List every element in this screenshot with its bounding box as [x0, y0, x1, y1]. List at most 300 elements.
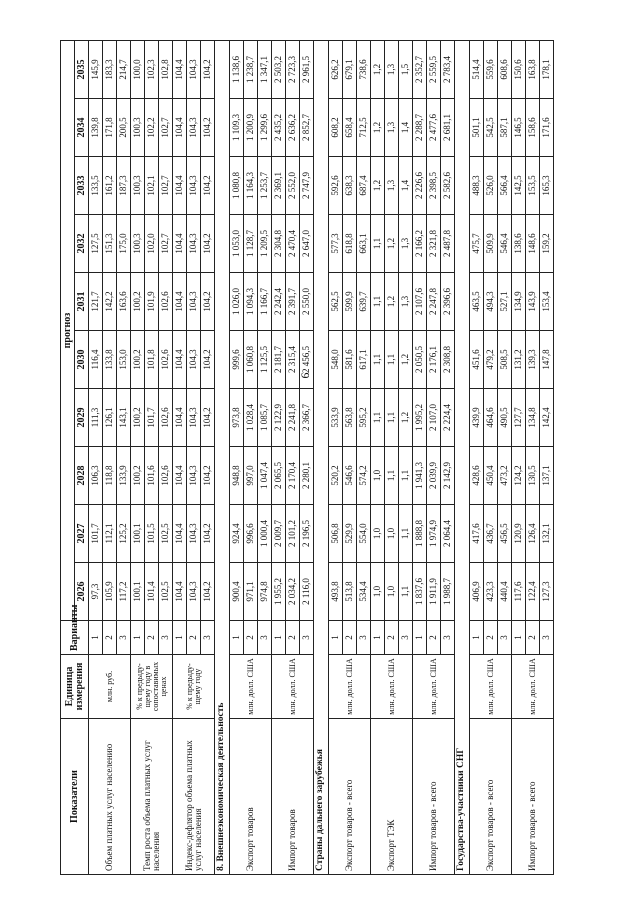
- value-cell: 1,1: [399, 505, 413, 563]
- value-cell: 1,1: [385, 447, 399, 505]
- value-cell: 183,3: [103, 41, 117, 99]
- value-cell: 104,2: [201, 389, 215, 447]
- value-cell: 2 107,6: [413, 273, 427, 331]
- value-cell: 104,3: [187, 331, 201, 389]
- value-cell: 132,1: [540, 505, 554, 563]
- value-cell: 104,3: [187, 99, 201, 157]
- variant-cell: 1: [173, 621, 187, 655]
- section-row: [215, 41, 230, 875]
- value-cell: 663,1: [357, 215, 371, 273]
- variant-cell: 1: [230, 621, 244, 655]
- value-cell: 456,5: [498, 505, 512, 563]
- variant-cell: 2: [103, 621, 117, 655]
- indicator-name: Темп роста объема платных услуг населения: [131, 719, 173, 875]
- unit-cell: млн. долл. США: [230, 655, 272, 719]
- value-cell: 2 681,1: [441, 99, 455, 157]
- value-cell: 440,4: [498, 563, 512, 621]
- value-cell: 104,4: [173, 389, 187, 447]
- value-cell: 1 253,7: [258, 157, 272, 215]
- value-cell: 658,4: [343, 99, 357, 157]
- table-row: [512, 41, 526, 875]
- value-cell: 1 080,8: [230, 157, 244, 215]
- value-cell: 1,2: [371, 99, 385, 157]
- value-cell: 2 009,7: [272, 505, 286, 563]
- value-cell: 2 166,2: [413, 215, 427, 273]
- value-cell: 106,3: [89, 447, 103, 505]
- value-cell: 639,7: [357, 273, 371, 331]
- value-cell: 1 955,2: [272, 563, 286, 621]
- value-cell: 100,2: [131, 273, 145, 331]
- value-cell: 2 783,4: [441, 41, 455, 99]
- unit-cell: млн. долл. США: [272, 655, 314, 719]
- value-cell: 104,3: [187, 505, 201, 563]
- value-cell: 104,4: [173, 447, 187, 505]
- value-cell: 948,8: [230, 447, 244, 505]
- value-cell: 139,3: [526, 331, 540, 389]
- value-cell: 2 582,6: [441, 157, 455, 215]
- value-cell: 1 128,7: [244, 215, 258, 273]
- value-cell: 121,7: [89, 273, 103, 331]
- value-cell: 2 470,4: [286, 215, 300, 273]
- value-cell: 102,6: [159, 331, 173, 389]
- value-cell: 1 200,9: [244, 99, 258, 157]
- value-cell: 104,4: [173, 99, 187, 157]
- value-cell: 1,0: [371, 505, 385, 563]
- value-cell: 104,3: [187, 157, 201, 215]
- value-cell: 102,3: [145, 41, 159, 99]
- value-cell: 527,1: [498, 273, 512, 331]
- table-body: [89, 41, 554, 875]
- value-cell: 2 034,2: [286, 563, 300, 621]
- value-cell: 406,9: [470, 563, 484, 621]
- value-cell: 1,0: [385, 563, 399, 621]
- value-cell: 2 288,7: [413, 99, 427, 157]
- value-cell: 158,6: [526, 99, 540, 157]
- value-cell: 587,1: [498, 99, 512, 157]
- value-cell: 2 559,5: [427, 41, 441, 99]
- header-year: 2029: [75, 389, 89, 447]
- value-cell: 100,2: [131, 447, 145, 505]
- value-cell: 679,1: [343, 41, 357, 99]
- value-cell: 100,2: [131, 389, 145, 447]
- header-row-forecast: [61, 41, 75, 875]
- value-cell: 142,5: [512, 157, 526, 215]
- variant-cell: 3: [201, 621, 215, 655]
- value-cell: 134,8: [526, 389, 540, 447]
- value-cell: 1 995,2: [413, 389, 427, 447]
- value-cell: 104,4: [173, 273, 187, 331]
- section-row: [455, 41, 470, 875]
- value-cell: 104,3: [187, 41, 201, 99]
- value-cell: 104,4: [173, 157, 187, 215]
- value-cell: 599,9: [343, 273, 357, 331]
- section-title: Страны дальнего зарубежья: [314, 41, 329, 875]
- value-cell: 1 060,8: [244, 331, 258, 389]
- value-cell: 139,8: [89, 99, 103, 157]
- variant-cell: 3: [399, 621, 413, 655]
- value-cell: 1,1: [399, 563, 413, 621]
- value-cell: 2 142,9: [441, 447, 455, 505]
- value-cell: 102,6: [159, 389, 173, 447]
- value-cell: 974,8: [258, 563, 272, 621]
- value-cell: 100,2: [131, 331, 145, 389]
- page-number: 9: [298, 372, 313, 379]
- value-cell: 101,4: [145, 563, 159, 621]
- value-cell: 2 224,4: [441, 389, 455, 447]
- value-cell: 2 552,0: [286, 157, 300, 215]
- value-cell: 1 209,5: [258, 215, 272, 273]
- value-cell: 127,7: [512, 389, 526, 447]
- value-cell: 581,6: [343, 331, 357, 389]
- variant-cell: 2: [343, 621, 357, 655]
- header-year: 2030: [75, 331, 89, 389]
- variant-cell: 2: [244, 621, 258, 655]
- value-cell: 2 487,8: [441, 215, 455, 273]
- value-cell: 900,4: [230, 563, 244, 621]
- value-cell: 117,6: [512, 563, 526, 621]
- value-cell: 1,1: [385, 331, 399, 389]
- value-cell: 2 747,9: [300, 157, 314, 215]
- value-cell: 104,2: [201, 157, 215, 215]
- header-year: 2027: [75, 505, 89, 563]
- section-title: Государства-участники СНГ: [455, 41, 470, 875]
- indicator-name: Объем платных услуг населению: [89, 719, 131, 875]
- value-cell: 104,4: [173, 505, 187, 563]
- value-cell: 1,0: [385, 505, 399, 563]
- value-cell: 533,9: [329, 389, 343, 447]
- value-cell: 514,4: [470, 41, 484, 99]
- indicator-name: Экспорт товаров: [230, 719, 272, 875]
- value-cell: 2 064,4: [441, 505, 455, 563]
- value-cell: 526,0: [484, 157, 498, 215]
- value-cell: 104,2: [201, 447, 215, 505]
- value-cell: 171,6: [540, 99, 554, 157]
- unit-cell: млн. долл. США: [470, 655, 512, 719]
- value-cell: 102,6: [159, 273, 173, 331]
- value-cell: 137,1: [540, 447, 554, 505]
- variant-cell: 3: [258, 621, 272, 655]
- value-cell: 151,3: [103, 215, 117, 273]
- value-cell: 124,2: [512, 447, 526, 505]
- value-cell: 450,4: [484, 447, 498, 505]
- variant-cell: 1: [470, 621, 484, 655]
- rotated-table-container: [60, 40, 551, 875]
- value-cell: 163,6: [117, 273, 131, 331]
- value-cell: 148,6: [526, 215, 540, 273]
- variant-cell: 3: [498, 621, 512, 655]
- variant-cell: 1: [89, 621, 103, 655]
- variant-cell: 2: [484, 621, 498, 655]
- value-cell: 145,9: [89, 41, 103, 99]
- value-cell: 2 315,4: [286, 331, 300, 389]
- value-cell: 100,3: [131, 99, 145, 157]
- value-cell: 126,4: [526, 505, 540, 563]
- variant-cell: 2: [427, 621, 441, 655]
- value-cell: 1 941,3: [413, 447, 427, 505]
- value-cell: 546,6: [343, 447, 357, 505]
- value-cell: 104,3: [187, 389, 201, 447]
- value-cell: 2 456,5: [300, 331, 314, 389]
- variant-cell: 2: [187, 621, 201, 655]
- value-cell: 1 164,3: [244, 157, 258, 215]
- value-cell: 118,8: [103, 447, 117, 505]
- value-cell: 100,3: [131, 157, 145, 215]
- value-cell: 490,5: [498, 389, 512, 447]
- value-cell: 104,3: [187, 447, 201, 505]
- value-cell: 104,3: [187, 273, 201, 331]
- value-cell: 1,2: [385, 273, 399, 331]
- unit-cell: млн. долл. США: [329, 655, 371, 719]
- value-cell: 104,3: [187, 563, 201, 621]
- value-cell: 2 242,4: [272, 273, 286, 331]
- value-cell: 200,5: [117, 99, 131, 157]
- indicator-name: Экспорт товаров - всего: [470, 719, 512, 875]
- header-year: 2035: [75, 41, 89, 99]
- value-cell: 102,5: [159, 563, 173, 621]
- variant-cell: 1: [512, 621, 526, 655]
- value-cell: 1,1: [399, 447, 413, 505]
- value-cell: 2 107,0: [427, 389, 441, 447]
- value-cell: 104,2: [201, 99, 215, 157]
- unit-cell: % к предыду-щему году в сопоставимых ценах: [131, 655, 173, 719]
- value-cell: 595,2: [357, 389, 371, 447]
- value-cell: 130,5: [526, 447, 540, 505]
- value-cell: 104,3: [187, 215, 201, 273]
- value-cell: 104,2: [201, 41, 215, 99]
- value-cell: 1,2: [399, 389, 413, 447]
- value-cell: 463,5: [470, 273, 484, 331]
- value-cell: 104,2: [201, 331, 215, 389]
- variant-cell: 2: [385, 621, 399, 655]
- value-cell: 163,8: [526, 41, 540, 99]
- value-cell: 1,2: [385, 215, 399, 273]
- value-cell: 1,1: [371, 331, 385, 389]
- table-row: [131, 41, 145, 875]
- value-cell: 617,1: [357, 331, 371, 389]
- value-cell: 475,7: [470, 215, 484, 273]
- value-cell: 1,3: [385, 41, 399, 99]
- value-cell: 1,1: [385, 389, 399, 447]
- value-cell: 439,9: [470, 389, 484, 447]
- value-cell: 2 352,7: [413, 41, 427, 99]
- value-cell: 2 196,5: [300, 505, 314, 563]
- variant-cell: 1: [371, 621, 385, 655]
- value-cell: 506,8: [329, 505, 343, 563]
- value-cell: 592,6: [329, 157, 343, 215]
- value-cell: 100,0: [131, 41, 145, 99]
- table-row: [89, 41, 103, 875]
- value-cell: 104,4: [173, 331, 187, 389]
- value-cell: 1,1: [371, 215, 385, 273]
- value-cell: 1 299,6: [258, 99, 272, 157]
- value-cell: 105,9: [103, 563, 117, 621]
- value-cell: 428,6: [470, 447, 484, 505]
- table-row: [413, 41, 427, 875]
- value-cell: 1,2: [399, 331, 413, 389]
- value-cell: 563,8: [343, 389, 357, 447]
- variant-cell: 3: [540, 621, 554, 655]
- value-cell: 1 085,7: [258, 389, 272, 447]
- value-cell: 1 000,4: [258, 505, 272, 563]
- value-cell: 2 247,8: [427, 273, 441, 331]
- value-cell: 153,4: [540, 273, 554, 331]
- value-cell: 104,4: [173, 563, 187, 621]
- value-cell: 104,4: [173, 41, 187, 99]
- value-cell: 2 241,8: [286, 389, 300, 447]
- header-indicator: Показатели: [61, 719, 89, 875]
- forecast-table: [60, 40, 554, 875]
- value-cell: 2 852,7: [300, 99, 314, 157]
- value-cell: 1 047,4: [258, 447, 272, 505]
- value-cell: 104,2: [201, 505, 215, 563]
- value-cell: 2 226,6: [413, 157, 427, 215]
- value-cell: 2 636,2: [286, 99, 300, 157]
- value-cell: 1,2: [371, 157, 385, 215]
- value-cell: 2 308,8: [441, 331, 455, 389]
- value-cell: 554,0: [357, 505, 371, 563]
- value-cell: 1 238,7: [244, 41, 258, 99]
- value-cell: 122,4: [526, 563, 540, 621]
- value-cell: 417,6: [470, 505, 484, 563]
- value-cell: 120,9: [512, 505, 526, 563]
- header-year: 2034: [75, 99, 89, 157]
- value-cell: 1,3: [385, 99, 399, 157]
- unit-cell: млн. долл. США: [413, 655, 455, 719]
- value-cell: 102,7: [159, 157, 173, 215]
- table-row: [329, 41, 343, 875]
- value-cell: 2 122,9: [272, 389, 286, 447]
- value-cell: 1,3: [399, 215, 413, 273]
- value-cell: 142,2: [103, 273, 117, 331]
- section-title: 8. Внешнеэкономическая деятельность: [215, 41, 230, 875]
- value-cell: 473,2: [498, 447, 512, 505]
- value-cell: 924,4: [230, 505, 244, 563]
- value-cell: 1,2: [371, 41, 385, 99]
- value-cell: 178,1: [540, 41, 554, 99]
- value-cell: 165,3: [540, 157, 554, 215]
- value-cell: 542,5: [484, 99, 498, 157]
- value-cell: 143,1: [117, 389, 131, 447]
- value-cell: 127,3: [540, 563, 554, 621]
- value-cell: 513,8: [343, 563, 357, 621]
- value-cell: 102,1: [145, 157, 159, 215]
- value-cell: 133,8: [103, 331, 117, 389]
- value-cell: 1,1: [371, 273, 385, 331]
- value-cell: 1 125,5: [258, 331, 272, 389]
- value-cell: 2 050,5: [413, 331, 427, 389]
- value-cell: 143,9: [526, 273, 540, 331]
- value-cell: 1,1: [371, 389, 385, 447]
- value-cell: 101,7: [89, 505, 103, 563]
- value-cell: 2 503,2: [272, 41, 286, 99]
- value-cell: 187,3: [117, 157, 131, 215]
- value-cell: 2 039,9: [427, 447, 441, 505]
- table-row: [230, 41, 244, 875]
- value-cell: 493,8: [329, 563, 343, 621]
- value-cell: 175,0: [117, 215, 131, 273]
- value-cell: 1 347,1: [258, 41, 272, 99]
- value-cell: 2 961,5: [300, 41, 314, 99]
- value-cell: 102,5: [159, 505, 173, 563]
- value-cell: 520,2: [329, 447, 343, 505]
- header-year: 2026: [75, 563, 89, 621]
- value-cell: 534,4: [357, 563, 371, 621]
- variant-cell: 3: [117, 621, 131, 655]
- header-unit: Единица измерения: [61, 655, 89, 719]
- value-cell: 509,9: [484, 215, 498, 273]
- value-cell: 451,6: [470, 331, 484, 389]
- value-cell: 687,4: [357, 157, 371, 215]
- table-row: [272, 41, 286, 875]
- value-cell: 97,3: [89, 563, 103, 621]
- value-cell: 479,2: [484, 331, 498, 389]
- value-cell: 971,1: [244, 563, 258, 621]
- value-cell: 171,8: [103, 99, 117, 157]
- value-cell: 996,6: [244, 505, 258, 563]
- section-row: [314, 41, 329, 875]
- value-cell: 1,0: [371, 447, 385, 505]
- indicator-name: Индекс-дефлятор объема платных услуг населения: [173, 719, 215, 875]
- value-cell: 2 176,1: [427, 331, 441, 389]
- value-cell: 104,4: [173, 215, 187, 273]
- value-cell: 1,3: [385, 157, 399, 215]
- value-cell: 1 988,7: [441, 563, 455, 621]
- value-cell: 2 181,7: [272, 331, 286, 389]
- header-variant: Варианты: [61, 621, 89, 655]
- unit-cell: % к предыду-щему году: [173, 655, 215, 719]
- value-cell: 618,8: [343, 215, 357, 273]
- value-cell: 153,0: [117, 331, 131, 389]
- value-cell: 116,4: [89, 331, 103, 389]
- unit-cell: млн. руб.: [89, 655, 131, 719]
- value-cell: 2 170,4: [286, 447, 300, 505]
- value-cell: 2 396,6: [441, 273, 455, 331]
- value-cell: 626,2: [329, 41, 343, 99]
- value-cell: 146,5: [512, 99, 526, 157]
- indicator-name: Импорт товаров - всего: [512, 719, 554, 875]
- value-cell: 1 974,9: [427, 505, 441, 563]
- value-cell: 112,1: [103, 505, 117, 563]
- unit-cell: млн. долл. США: [512, 655, 554, 719]
- value-cell: 102,0: [145, 215, 159, 273]
- value-cell: 577,3: [329, 215, 343, 273]
- value-cell: 638,3: [343, 157, 357, 215]
- value-cell: 2 369,1: [272, 157, 286, 215]
- value-cell: 738,6: [357, 41, 371, 99]
- value-cell: 104,2: [201, 215, 215, 273]
- value-cell: 464,6: [484, 389, 498, 447]
- value-cell: 1,4: [399, 99, 413, 157]
- value-cell: 566,4: [498, 157, 512, 215]
- value-cell: 159,2: [540, 215, 554, 273]
- value-cell: 608,6: [498, 41, 512, 99]
- variant-cell: 2: [526, 621, 540, 655]
- value-cell: 2 304,8: [272, 215, 286, 273]
- value-cell: 548,0: [329, 331, 343, 389]
- value-cell: 501,1: [470, 99, 484, 157]
- table-row: [173, 41, 187, 875]
- header-forecast: прогноз: [61, 41, 75, 621]
- value-cell: 102,7: [159, 215, 173, 273]
- variant-cell: 2: [286, 621, 300, 655]
- value-cell: 102,8: [159, 41, 173, 99]
- value-cell: 100,1: [131, 563, 145, 621]
- value-cell: 134,9: [512, 273, 526, 331]
- value-cell: 1,3: [399, 273, 413, 331]
- value-cell: 973,8: [230, 389, 244, 447]
- value-cell: 1,5: [399, 41, 413, 99]
- indicator-name: Импорт товаров: [272, 719, 314, 875]
